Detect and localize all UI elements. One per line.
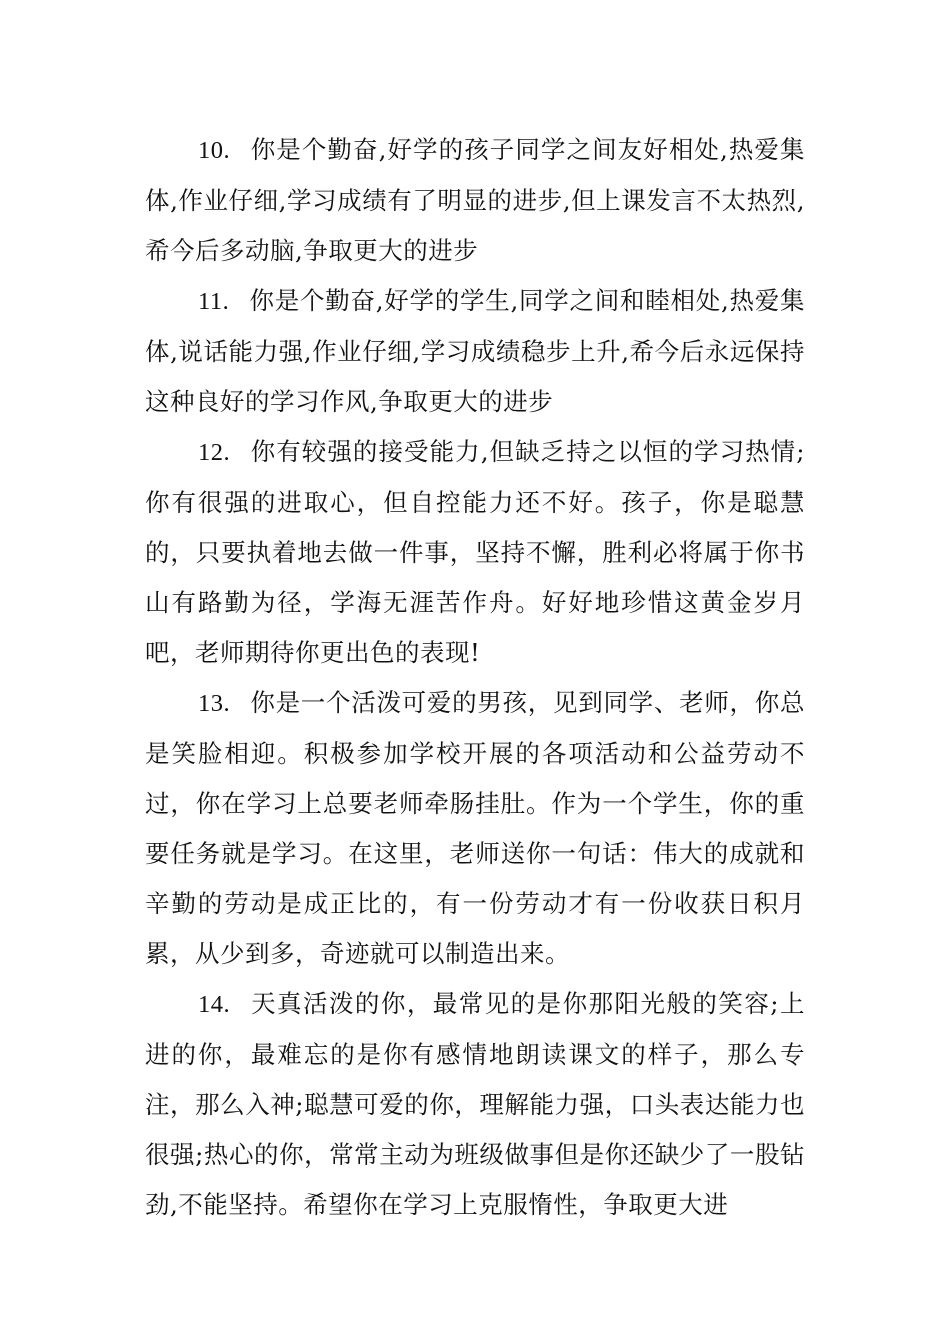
paragraph-text: 你是个勤奋,好学的孩子同学之间友好相处,热爱集体,作业仔细,学习成绩有了明显的进步,但上课发言不太热烈,希今后多动脑,争取更大的进步	[145, 135, 805, 265]
paragraph-text: 你有较强的接受能力,但缺乏持之以恒的学习热情;你有很强的进取心，但自控能力还不好。孩子，你是聪慧的，只要执着地去做一件事，坚持不懈，胜利必将属于你书山有路勤为径，学海无涯苦作舟。好好地珍惜这黄金岁月吧，老师期待你更出色的表现!	[145, 437, 805, 667]
paragraph-number: 12.	[198, 439, 231, 466]
paragraph-number: 13.	[198, 690, 231, 717]
paragraph-text: 天真活泼的你，最常见的是你那阳光般的笑容;上进的你，最难忘的是你有感情地朗读课文的样子，那么专注，那么入神;聪慧可爱的你，理解能力强，口头表达能力也很强;热心的你，常常主动为班级做事但是你还缺少了一股钻劲,不能坚持。希望你在学习上克服惰性，争取更大进	[145, 989, 805, 1219]
paragraph-10	[145, 125, 805, 276]
paragraph-13	[145, 678, 805, 979]
paragraph-number: 14.	[198, 991, 231, 1018]
paragraph-12	[145, 427, 805, 678]
paragraph-number: 10.	[198, 137, 231, 164]
paragraph-text: 你是一个活泼可爱的男孩，见到同学、老师，你总是笑脸相迎。积极参加学校开展的各项活动和公益劳动不过，你在学习上总要老师牵肠挂肚。作为一个学生，你的重要任务就是学习。在这里，老师送你一句话：伟大的成就和辛勤的劳动是成正比的，有一份劳动才有一份收获日积月累，从少到多，奇迹就可以制造出来。	[145, 688, 805, 968]
paragraph-11	[145, 276, 805, 427]
document-body	[145, 125, 805, 1230]
paragraph-text: 你是个勤奋,好学的学生,同学之间和睦相处,热爱集体,说话能力强,作业仔细,学习成绩稳步上升,希今后永远保持这种良好的学习作风,争取更大的进步	[145, 286, 805, 416]
paragraph-number: 11.	[198, 288, 230, 315]
paragraph-14	[145, 979, 805, 1230]
